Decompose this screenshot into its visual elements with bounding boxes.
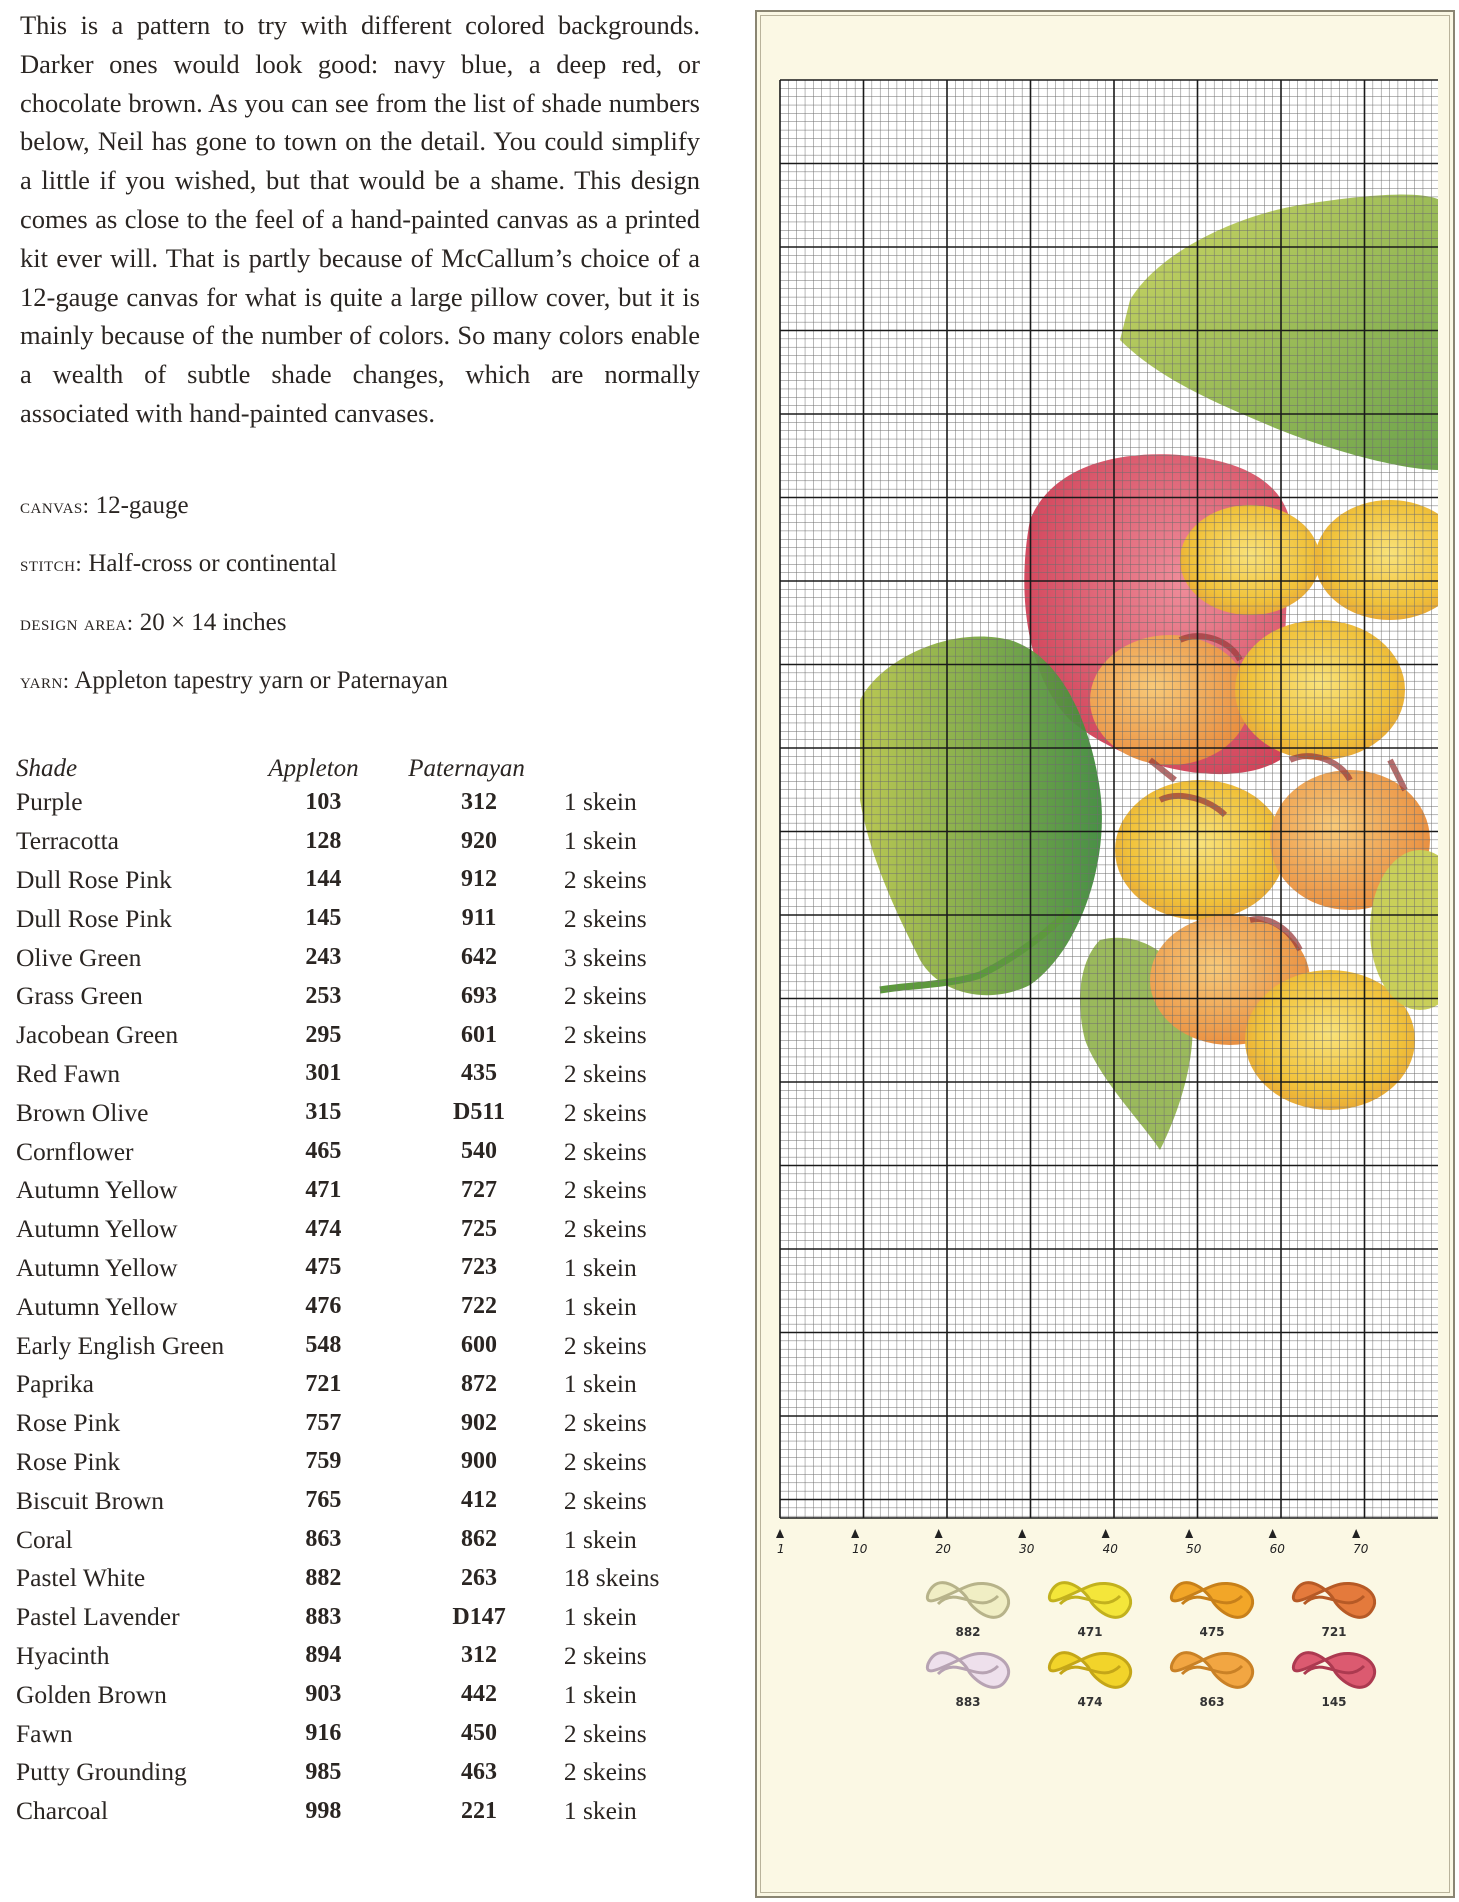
quantity: 2 skeins — [563, 864, 647, 894]
paternayan-number: 312 — [461, 1642, 498, 1669]
quantity: 1 skein — [563, 787, 637, 817]
quantity: 2 skeins — [563, 1408, 647, 1438]
quantity: 2 skeins — [563, 1020, 647, 1050]
grape-4 — [1235, 620, 1405, 760]
swatch-number: 471 — [1077, 1625, 1103, 1639]
shade-name: Grass Green — [16, 981, 143, 1011]
shade-name: Jacobean Green — [16, 1020, 179, 1050]
tick-label: 20 — [935, 1542, 951, 1556]
quantity: 1 skein — [563, 826, 637, 856]
swatch-number: 474 — [1077, 1695, 1103, 1709]
appleton-number: 253 — [305, 982, 342, 1009]
paternayan-number: 601 — [461, 1021, 498, 1048]
tick-label: 30 — [1019, 1542, 1035, 1556]
quantity: 1 skein — [563, 1252, 637, 1282]
paternayan-number: 722 — [461, 1293, 498, 1320]
appleton-number: 475 — [305, 1254, 342, 1281]
paternayan-number: 912 — [461, 866, 498, 893]
shade-name: Brown Olive — [16, 1097, 149, 1127]
shade-name: Purple — [16, 787, 83, 817]
tick-marker — [935, 1529, 943, 1538]
shade-name: Autumn Yellow — [16, 1291, 178, 1321]
paternayan-number: 642 — [461, 944, 498, 971]
shade-name: Pastel Lavender — [16, 1602, 180, 1632]
spec-design-area-label: design area: — [20, 610, 134, 635]
paternayan-number: 727 — [461, 1176, 498, 1203]
paternayan-number: D511 — [453, 1099, 506, 1126]
column-ticks — [776, 1529, 1369, 1556]
paternayan-number: 872 — [461, 1370, 498, 1397]
paternayan-number: 600 — [461, 1332, 498, 1359]
appleton-number: 998 — [305, 1797, 342, 1824]
appleton-number: 243 — [305, 944, 342, 971]
paternayan-number: 463 — [461, 1758, 498, 1785]
quantity: 2 skeins — [563, 1718, 647, 1748]
appleton-number: 883 — [305, 1603, 342, 1630]
shade-name: Golden Brown — [16, 1679, 167, 1709]
intro-paragraph: This is a pattern to try with different colored backgrounds. Darker ones would look good: navy blue, a deep red, or chocolate brown. As you can see from the list of shade numbers below, Neil has gone to town on the detail. You could simplify a little if you wished, but that would be a shame. This design comes as close to the feel of a hand-painted canvas as a printed kit ever will. That is partly because of McCallum’s choice of a 12-gauge canvas for what is quite a large pillow cover, but it is mainly because of the number of colors. So many colors enable a wealth of subtle shade changes, which are normally associated with hand-painted canvases. — [20, 10, 700, 428]
quantity: 2 skeins — [563, 1175, 647, 1205]
tick-marker — [1269, 1529, 1277, 1538]
tick-label: 10 — [852, 1542, 868, 1556]
shade-name: Rose Pink — [16, 1408, 121, 1438]
shade-name: Terracotta — [16, 826, 119, 856]
appleton-number: 757 — [305, 1409, 342, 1436]
appleton-number: 145 — [305, 905, 342, 932]
spec-yarn-value: Appleton tapestry yarn or Paternayan — [74, 667, 448, 694]
paternayan-number: 263 — [461, 1564, 498, 1591]
swatch-number: 475 — [1199, 1625, 1225, 1639]
swatch-number: 145 — [1321, 1695, 1347, 1709]
header-shade: Shade — [16, 755, 78, 782]
spec-stitch-label: stitch: — [20, 551, 83, 576]
spec-canvas-label: canvas: — [20, 493, 90, 518]
tick-marker — [1352, 1529, 1360, 1538]
yarn-swatch-legend — [927, 1583, 1374, 1709]
paternayan-number: 693 — [461, 982, 498, 1009]
swatch-number: 721 — [1321, 1625, 1347, 1639]
header-paternayan: Paternayan — [408, 755, 525, 782]
appleton-number: 721 — [305, 1370, 342, 1397]
paternayan-number: 435 — [461, 1060, 498, 1087]
paternayan-number: 312 — [461, 788, 498, 815]
shade-name: Early English Green — [16, 1330, 225, 1360]
yarn-swatch — [1171, 1583, 1252, 1639]
appleton-number: 548 — [305, 1332, 342, 1359]
shade-name: Coral — [16, 1524, 73, 1554]
appleton-number: 765 — [305, 1487, 342, 1514]
shade-name: Dull Rose Pink — [16, 903, 172, 933]
spec-yarn-label: yarn: — [20, 668, 70, 693]
yarn-swatch — [927, 1583, 1008, 1639]
appleton-number: 465 — [305, 1138, 342, 1165]
header-appleton: Appleton — [268, 755, 359, 782]
shade-name: Red Fawn — [16, 1058, 121, 1088]
appleton-number: 759 — [305, 1448, 342, 1475]
shade-name: Rose Pink — [16, 1446, 121, 1476]
spec-design-area-value: 20 × 14 inches — [139, 609, 287, 636]
shade-name: Olive Green — [16, 942, 142, 972]
yarn-swatch — [927, 1653, 1008, 1709]
swatch-number: 883 — [955, 1695, 981, 1709]
quantity: 2 skeins — [563, 903, 647, 933]
yarn-swatch — [1293, 1653, 1374, 1709]
paternayan-number: 723 — [461, 1254, 498, 1281]
tick-label: 60 — [1269, 1542, 1285, 1556]
quantity: 3 skeins — [563, 942, 647, 972]
tick-label: 1 — [777, 1542, 785, 1556]
quantity: 1 skein — [563, 1524, 637, 1554]
quantity: 2 skeins — [563, 1757, 647, 1787]
quantity: 1 skein — [563, 1796, 637, 1826]
appleton-number: 903 — [305, 1681, 342, 1708]
paternayan-number: 911 — [461, 905, 497, 932]
shade-name: Paprika — [16, 1369, 94, 1399]
paternayan-number: 862 — [461, 1526, 498, 1553]
quantity: 2 skeins — [563, 1136, 647, 1166]
quantity: 2 skeins — [563, 1214, 647, 1244]
appleton-number: 103 — [305, 788, 342, 815]
swatch-number: 863 — [1199, 1695, 1225, 1709]
yarn-swatch — [1293, 1583, 1374, 1639]
grape-1 — [1180, 505, 1320, 615]
spec-canvas-value: 12-gauge — [95, 492, 189, 519]
appleton-number: 315 — [305, 1099, 342, 1126]
appleton-number: 474 — [305, 1215, 342, 1242]
shade-name: Autumn Yellow — [16, 1252, 178, 1282]
yarn-swatch — [1049, 1653, 1130, 1709]
paternayan-number: D147 — [452, 1603, 506, 1630]
quantity: 1 skein — [563, 1291, 637, 1321]
paternayan-number: 221 — [461, 1797, 498, 1824]
paternayan-number: 442 — [461, 1681, 498, 1708]
appleton-number: 863 — [305, 1526, 342, 1553]
tick-label: 70 — [1353, 1542, 1369, 1556]
grape-2 — [1315, 500, 1459, 620]
paternayan-number: 412 — [461, 1487, 498, 1514]
appleton-number: 471 — [305, 1176, 342, 1203]
tick-label: 40 — [1102, 1542, 1118, 1556]
paternayan-number: 540 — [461, 1138, 498, 1165]
yarn-swatch — [1171, 1653, 1252, 1709]
shade-name: Cornflower — [16, 1136, 134, 1166]
tick-marker — [1102, 1529, 1110, 1538]
quantity: 2 skeins — [563, 1330, 647, 1360]
shade-name: Pastel White — [16, 1563, 146, 1593]
paternayan-number: 450 — [461, 1720, 498, 1747]
appleton-number: 476 — [305, 1293, 342, 1320]
shade-name: Fawn — [16, 1718, 73, 1748]
shade-name: Charcoal — [16, 1796, 109, 1826]
tick-marker — [776, 1529, 784, 1538]
spec-stitch-value: Half-cross or continental — [88, 550, 337, 577]
appleton-number: 295 — [305, 1021, 342, 1048]
tick-marker — [1185, 1529, 1193, 1538]
quantity: 2 skeins — [563, 1485, 647, 1515]
paternayan-number: 920 — [461, 827, 498, 854]
quantity: 2 skeins — [563, 1640, 647, 1670]
quantity: 18 skeins — [563, 1563, 660, 1593]
quantity: 2 skeins — [563, 981, 647, 1011]
quantity: 2 skeins — [563, 1058, 647, 1088]
quantity: 2 skeins — [563, 1446, 647, 1476]
appleton-number: 916 — [305, 1720, 342, 1747]
appleton-number: 301 — [305, 1060, 342, 1087]
appleton-number: 128 — [305, 827, 342, 854]
paternayan-number: 902 — [461, 1409, 498, 1436]
shade-name: Dull Rose Pink — [16, 864, 172, 894]
shade-name: Putty Grounding — [16, 1757, 187, 1787]
shade-name: Autumn Yellow — [16, 1175, 178, 1205]
swatch-number: 882 — [955, 1625, 981, 1639]
tick-marker — [1018, 1529, 1026, 1538]
paternayan-number: 900 — [461, 1448, 498, 1475]
tick-marker — [851, 1529, 859, 1538]
quantity: 1 skein — [563, 1369, 637, 1399]
quantity: 1 skein — [563, 1602, 637, 1632]
shade-name: Hyacinth — [16, 1640, 110, 1670]
quantity: 1 skein — [563, 1679, 637, 1709]
tick-label: 50 — [1186, 1542, 1202, 1556]
appleton-number: 985 — [305, 1758, 342, 1785]
appleton-number: 882 — [305, 1564, 342, 1591]
appleton-number: 144 — [305, 866, 342, 893]
shade-name: Biscuit Brown — [16, 1485, 165, 1515]
quantity: 2 skeins — [563, 1097, 647, 1127]
appleton-number: 894 — [305, 1642, 342, 1669]
shade-name: Autumn Yellow — [16, 1214, 178, 1244]
paternayan-number: 725 — [461, 1215, 498, 1242]
yarn-swatch — [1049, 1583, 1130, 1639]
